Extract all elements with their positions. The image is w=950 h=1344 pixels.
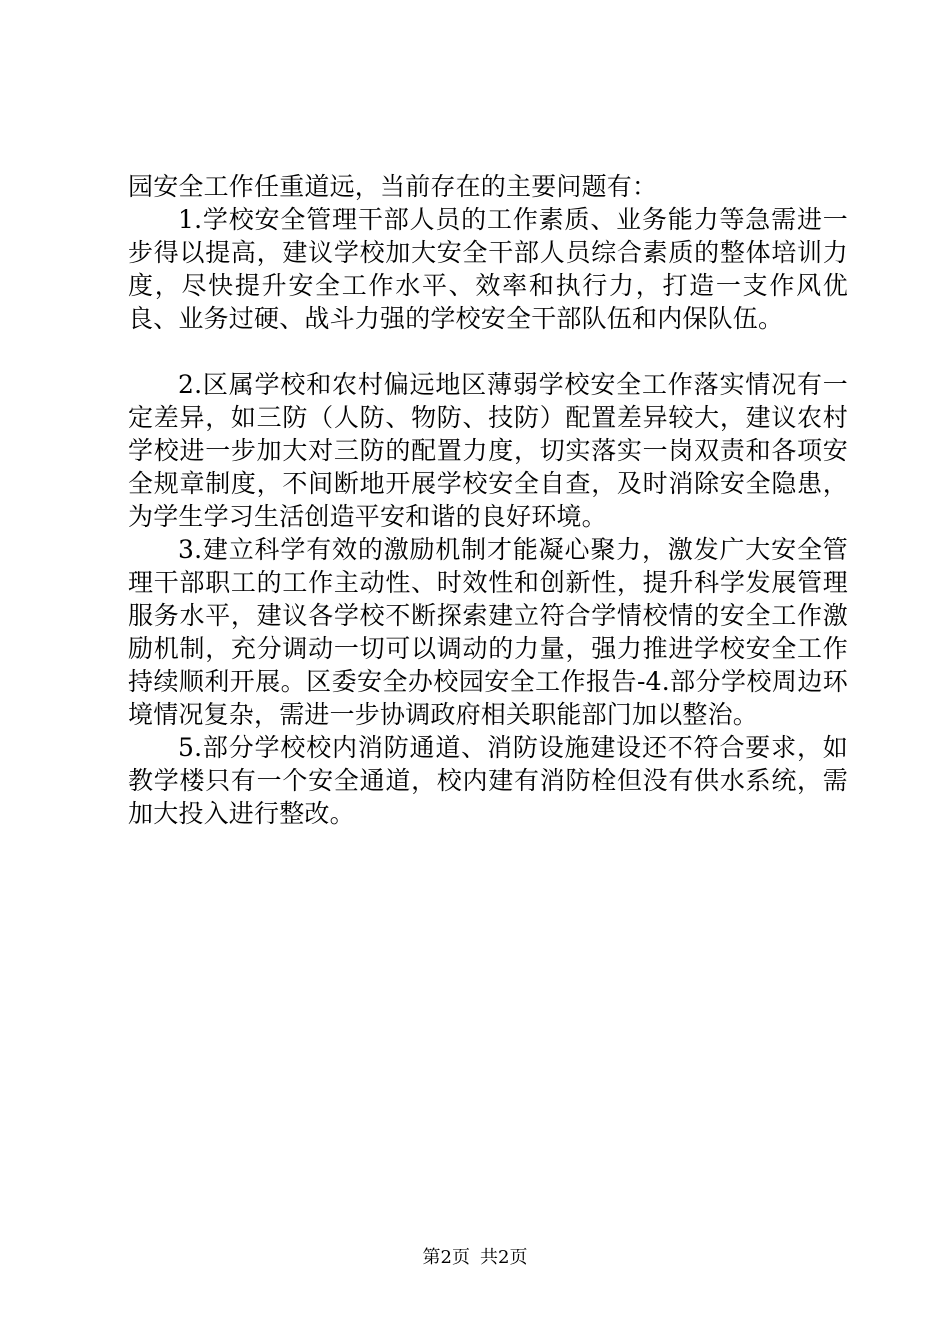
page-total: 共2页 [480,1247,528,1268]
document-body [128,170,848,830]
paragraph-item-3: 3.建立科学有效的激励机制才能凝心聚力，激发广大安全管理干部职工的工作主动性、时效性和创新性，提升科学发展管理服务水平，建议各学校不断探索建立符合学情校情的安全工作激励机制，充分调动一切可以调动的力量，强力推进学校安全工作持续顺利开展。区委安全办校园安全工作报告-4.部分学校周边环境情况复杂，需进一步协调政府相关职能部门加以整治。 [128,535,848,729]
paragraph-item-5: 5.部分学校校内消防通道、消防设施建设还不符合要求，如教学楼只有一个安全通道，校内建有消防栓但没有供水系统，需加大投入进行整改。 [128,733,848,828]
page-number: 第2页 [422,1247,470,1268]
intro-line: 园安全工作任重道远，当前存在的主要问题有： [128,172,658,201]
page-footer [0,1243,950,1269]
paragraph-item-1: 1.学校安全管理干部人员的工作素质、业务能力等急需进一步得以提高，建议学校加大安全干部人员综合素质的整体培训力度，尽快提升安全工作水平、效率和执行力，打造一支作风优良、业务过硬、战斗力强的学校安全干部队伍和内保队伍。 [128,205,848,333]
paragraph-item-2: 2.区属学校和农村偏远地区薄弱学校安全工作落实情况有一定差异，如三防（人防、物防、技防）配置差异较大，建议农村学校进一步加大对三防的配置力度，切实落实一岗双责和各项安全规章制度，不间断地开展学校安全自查，及时消除安全隐患，为学生学习生活创造平安和谐的良好环境。 [128,370,848,531]
paragraph-spacer [128,335,848,368]
